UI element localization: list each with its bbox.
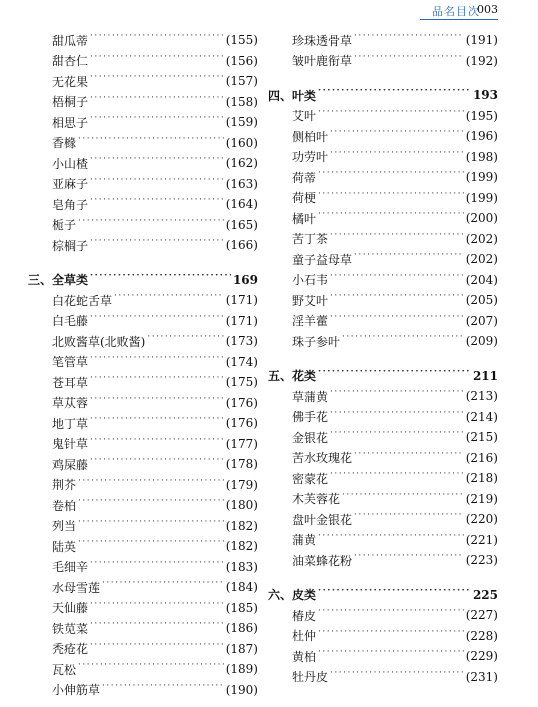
toc-entry	[268, 106, 498, 127]
entry-name: 列当	[52, 519, 77, 534]
dot-leader	[78, 520, 224, 532]
toc-entry	[268, 311, 498, 332]
entry-page-number: (202)	[465, 231, 498, 246]
toc-entry	[268, 30, 498, 51]
entry-page-number: (204)	[465, 272, 498, 287]
dot-leader	[330, 233, 464, 245]
entry-name: 木芙蓉花	[292, 492, 341, 507]
entry-name: 淫羊藿	[292, 314, 329, 329]
entry-name: 苦水玫瑰花	[292, 451, 353, 466]
section-title: 五、花类	[268, 369, 317, 384]
entry-page-number: (163)	[225, 176, 258, 191]
entry-page-number: (179)	[225, 477, 258, 492]
entry-name: 白花蛇舌草	[52, 293, 113, 308]
dot-leader	[90, 157, 224, 169]
entry-page-number: (158)	[225, 94, 258, 109]
entry-page-number: (191)	[465, 33, 498, 48]
entry-page-number: (228)	[465, 628, 498, 643]
dot-leader	[147, 335, 223, 347]
toc-entry	[268, 270, 498, 291]
toc-entry	[28, 454, 258, 475]
entry-name: 棕榈子	[52, 238, 89, 253]
entry-name: 金银花	[292, 430, 329, 445]
dot-leader	[330, 431, 464, 443]
entry-name: 佛手花	[292, 410, 329, 425]
dot-leader	[354, 513, 464, 525]
entry-page-number: (176)	[225, 416, 258, 431]
entry-name: 栀子	[52, 218, 77, 233]
dot-leader	[330, 411, 464, 423]
entry-page-number: (185)	[225, 600, 258, 615]
section-gap	[268, 571, 498, 585]
toc-entry	[28, 680, 258, 701]
dot-leader	[78, 540, 224, 552]
entry-name: 甜瓜蒂	[52, 33, 89, 48]
toc-entry	[268, 646, 498, 667]
section-title: 三、全草类	[28, 273, 89, 288]
entry-page-number: (227)	[465, 608, 498, 623]
toc-entry	[268, 448, 498, 469]
toc-entry	[28, 618, 258, 639]
entry-page-number: (200)	[465, 211, 498, 226]
dot-leader	[318, 212, 464, 224]
toc-entry	[268, 290, 498, 311]
entry-page-number: (209)	[465, 334, 498, 349]
entry-name: 荷蒂	[292, 170, 317, 185]
entry-name: 天仙藤	[52, 601, 89, 616]
toc-entry	[268, 147, 498, 168]
toc-entry	[268, 489, 498, 510]
entry-page-number: (162)	[225, 156, 258, 171]
entry-page-number: (223)	[465, 553, 498, 568]
entry-page-number: (219)	[465, 491, 498, 506]
toc-entry	[28, 536, 258, 557]
entry-name: 水母雪莲	[52, 580, 101, 595]
toc-entry	[28, 577, 258, 598]
entry-name: 橘叶	[292, 211, 317, 226]
entry-page-number: (221)	[465, 532, 498, 547]
section-gap	[268, 352, 498, 366]
dot-leader	[90, 397, 224, 409]
entry-page-number: (186)	[225, 621, 258, 636]
dot-leader	[90, 239, 224, 251]
section-gap	[28, 256, 258, 270]
toc-entry	[28, 30, 258, 51]
entry-name: 珠子参叶	[292, 334, 341, 349]
dot-leader	[354, 253, 464, 265]
toc-entry	[28, 557, 258, 578]
entry-page-number: (171)	[225, 293, 258, 308]
dot-leader	[114, 294, 224, 306]
entry-name: 野艾叶	[292, 293, 329, 308]
dot-leader	[330, 274, 464, 286]
toc-entry	[28, 174, 258, 195]
entry-page-number: (173)	[225, 334, 258, 349]
toc-entry	[28, 516, 258, 537]
toc-section-heading	[268, 366, 498, 387]
entry-name: 小石韦	[292, 273, 329, 288]
toc-entry	[268, 386, 498, 407]
dot-leader	[90, 602, 224, 614]
toc-entry	[268, 229, 498, 250]
toc-entry	[28, 352, 258, 373]
entry-name: 地丁草	[52, 416, 89, 431]
entry-page-number: (213)	[465, 389, 498, 404]
toc-entry	[28, 133, 258, 154]
section-gap	[268, 71, 498, 85]
toc-section-heading	[28, 270, 258, 291]
dot-leader	[78, 479, 224, 491]
entry-page-number: (218)	[465, 471, 498, 486]
entry-page-number: (175)	[225, 375, 258, 390]
dot-leader	[90, 96, 224, 108]
entry-name: 卷柏	[52, 498, 77, 513]
dot-leader	[330, 151, 464, 163]
entry-page-number: (182)	[225, 518, 258, 533]
dot-leader	[90, 643, 224, 655]
entry-name: 功劳叶	[292, 150, 329, 165]
toc-entry	[28, 639, 258, 660]
entry-name: 笔管草	[52, 355, 89, 370]
entry-page-number: (195)	[465, 108, 498, 123]
dot-leader	[90, 622, 224, 634]
toc-entry	[268, 167, 498, 188]
entry-page-number: (207)	[465, 313, 498, 328]
entry-page-number: (164)	[225, 197, 258, 212]
dot-leader	[354, 554, 464, 566]
entry-name: 皂角子	[52, 197, 89, 212]
entry-page-number: (176)	[225, 395, 258, 410]
toc-column-right	[268, 30, 498, 687]
dot-leader	[90, 116, 224, 128]
entry-page-number: (220)	[465, 512, 498, 527]
dot-leader	[90, 198, 224, 210]
dot-leader	[318, 110, 464, 122]
toc-column-left	[28, 30, 258, 700]
toc-entry	[268, 188, 498, 209]
entry-name: 荆芥	[52, 478, 77, 493]
toc-entry	[28, 215, 258, 236]
entry-page-number: (215)	[465, 430, 498, 445]
entry-name: 艾叶	[292, 109, 317, 124]
toc-entry	[28, 92, 258, 113]
page-number: 003	[477, 3, 498, 16]
entry-page-number: (157)	[225, 74, 258, 89]
section-title: 四、叶类	[268, 88, 317, 103]
entry-name: 白毛藤	[52, 314, 89, 329]
dot-leader	[90, 417, 224, 429]
entry-page-number: (202)	[465, 252, 498, 267]
entry-name: 无花果	[52, 74, 89, 89]
entry-page-number: (180)	[225, 498, 258, 513]
dot-leader	[354, 452, 464, 464]
dot-leader	[318, 171, 464, 183]
toc-entry	[28, 194, 258, 215]
entry-page-number: (229)	[465, 649, 498, 664]
entry-page-number: (155)	[225, 33, 258, 48]
toc-entry	[28, 413, 258, 434]
entry-page-number: (205)	[465, 293, 498, 308]
toc-entry	[268, 530, 498, 551]
toc-entry	[28, 598, 258, 619]
entry-name: 蒲黄	[292, 533, 317, 548]
dot-leader	[354, 55, 464, 67]
toc-entry	[28, 311, 258, 332]
entry-page-number: (171)	[225, 313, 258, 328]
toc-section-heading	[268, 585, 498, 606]
entry-name: 草蒲黄	[292, 389, 329, 404]
toc-section-heading	[268, 85, 498, 106]
entry-page-number: (156)	[225, 53, 258, 68]
entry-name: 瓦松	[52, 662, 77, 677]
dot-leader	[330, 315, 464, 327]
entry-page-number: (183)	[225, 559, 258, 574]
dot-leader	[90, 356, 224, 368]
dot-leader	[330, 130, 464, 142]
dot-leader	[78, 499, 224, 511]
entry-page-number: 211	[472, 368, 498, 383]
entry-page-number: (216)	[465, 450, 498, 465]
entry-name: 亚麻子	[52, 177, 89, 192]
entry-name: 盘叶金银花	[292, 512, 353, 527]
dot-leader	[90, 438, 224, 450]
toc-entry	[268, 550, 498, 571]
dot-leader	[78, 137, 224, 149]
dot-leader	[90, 178, 224, 190]
entry-name: 椿皮	[292, 608, 317, 623]
entry-name: 皱叶鹿衔草	[292, 54, 353, 69]
toc-entry	[268, 407, 498, 428]
toc-entry	[28, 372, 258, 393]
entry-name: 小山楂	[52, 156, 89, 171]
entry-name: 甜杏仁	[52, 54, 89, 69]
entry-name: 相思子	[52, 115, 89, 130]
entry-page-number: (231)	[465, 669, 498, 684]
entry-name: 杜仲	[292, 629, 317, 644]
entry-page-number: (196)	[465, 129, 498, 144]
entry-name: 鸡屎藤	[52, 457, 89, 472]
toc-entry	[268, 427, 498, 448]
entry-page-number: (182)	[225, 539, 258, 554]
toc-entry	[268, 331, 498, 352]
dot-leader	[90, 458, 224, 470]
toc-entry	[28, 153, 258, 174]
dot-leader	[90, 34, 224, 46]
entry-page-number: (166)	[225, 238, 258, 253]
entry-page-number: (165)	[225, 217, 258, 232]
entry-name: 黄柏	[292, 649, 317, 664]
toc-entry	[268, 468, 498, 489]
entry-name: 苦丁茶	[292, 232, 329, 247]
toc-entry	[268, 126, 498, 147]
entry-name: 香橼	[52, 136, 77, 151]
header-rule	[420, 19, 498, 20]
entry-name: 北败酱草(北败酱)	[52, 334, 146, 349]
toc-entry	[28, 235, 258, 256]
entry-name: 珍珠透骨草	[292, 33, 353, 48]
dot-leader	[90, 55, 224, 67]
entry-name: 侧柏叶	[292, 129, 329, 144]
dot-leader	[318, 630, 464, 642]
toc-entry	[268, 208, 498, 229]
entry-page-number: (214)	[465, 409, 498, 424]
toc-entry	[28, 112, 258, 133]
toc-entry	[268, 51, 498, 72]
dot-leader	[318, 650, 464, 662]
entry-page-number: (199)	[465, 170, 498, 185]
dot-leader	[318, 192, 464, 204]
dot-leader	[102, 684, 224, 696]
toc-entry	[28, 475, 258, 496]
toc-entry	[28, 659, 258, 680]
toc-entry	[268, 626, 498, 647]
dot-leader	[90, 274, 231, 286]
entry-name: 草苁蓉	[52, 396, 89, 411]
dot-leader	[318, 534, 464, 546]
dot-leader	[318, 370, 471, 382]
toc-entry	[268, 667, 498, 688]
entry-name: 油菜蜂花粉	[292, 553, 353, 568]
entry-page-number: (189)	[225, 662, 258, 677]
dot-leader	[342, 493, 464, 505]
entry-name: 陆英	[52, 539, 77, 554]
entry-page-number: (160)	[225, 135, 258, 150]
entry-name: 鬼针草	[52, 437, 89, 452]
toc-entry	[28, 331, 258, 352]
dot-leader	[330, 671, 464, 683]
entry-page-number: 169	[232, 272, 258, 287]
dot-leader	[318, 609, 464, 621]
dot-leader	[318, 89, 471, 101]
dot-leader	[90, 75, 224, 87]
entry-name: 荷梗	[292, 191, 317, 206]
entry-name: 童子益母草	[292, 252, 353, 267]
entry-page-number: (199)	[465, 190, 498, 205]
entry-name: 小伸筋草	[52, 683, 101, 698]
entry-page-number: 193	[472, 88, 498, 103]
entry-name: 梧桐子	[52, 95, 89, 110]
entry-name: 秃疮花	[52, 642, 89, 657]
dot-leader	[78, 663, 224, 675]
entry-name: 铁苋菜	[52, 621, 89, 636]
section-title: 六、皮类	[268, 588, 317, 603]
entry-name: 牡丹皮	[292, 670, 329, 685]
entry-page-number: (177)	[225, 436, 258, 451]
dot-leader	[342, 335, 464, 347]
dot-leader	[330, 472, 464, 484]
entry-page-number: (174)	[225, 354, 258, 369]
dot-leader	[90, 315, 224, 327]
toc-entry	[28, 434, 258, 455]
toc-entry	[268, 605, 498, 626]
entry-page-number: (198)	[465, 149, 498, 164]
entry-page-number: (184)	[225, 580, 258, 595]
entry-page-number: (178)	[225, 457, 258, 472]
toc-entry	[28, 71, 258, 92]
dot-leader	[354, 34, 464, 46]
entry-page-number: (192)	[465, 53, 498, 68]
entry-name: 毛细辛	[52, 560, 89, 575]
toc-entry	[28, 51, 258, 72]
dot-leader	[78, 219, 224, 231]
toc-entry	[268, 249, 498, 270]
entry-page-number: (159)	[225, 115, 258, 130]
dot-leader	[330, 390, 464, 402]
dot-leader	[90, 376, 224, 388]
toc-entry	[268, 509, 498, 530]
running-title: 品名目次	[432, 5, 480, 18]
entry-name: 苍耳草	[52, 375, 89, 390]
toc-entry	[28, 393, 258, 414]
dot-leader	[102, 581, 224, 593]
dot-leader	[330, 294, 464, 306]
entry-page-number: 225	[472, 587, 498, 602]
dot-leader	[318, 589, 471, 601]
entry-page-number: (190)	[225, 682, 258, 697]
toc-entry	[28, 495, 258, 516]
dot-leader	[90, 561, 224, 573]
page-header	[0, 0, 538, 22]
toc-entry	[28, 290, 258, 311]
entry-page-number: (187)	[225, 641, 258, 656]
entry-name: 密蒙花	[292, 471, 329, 486]
